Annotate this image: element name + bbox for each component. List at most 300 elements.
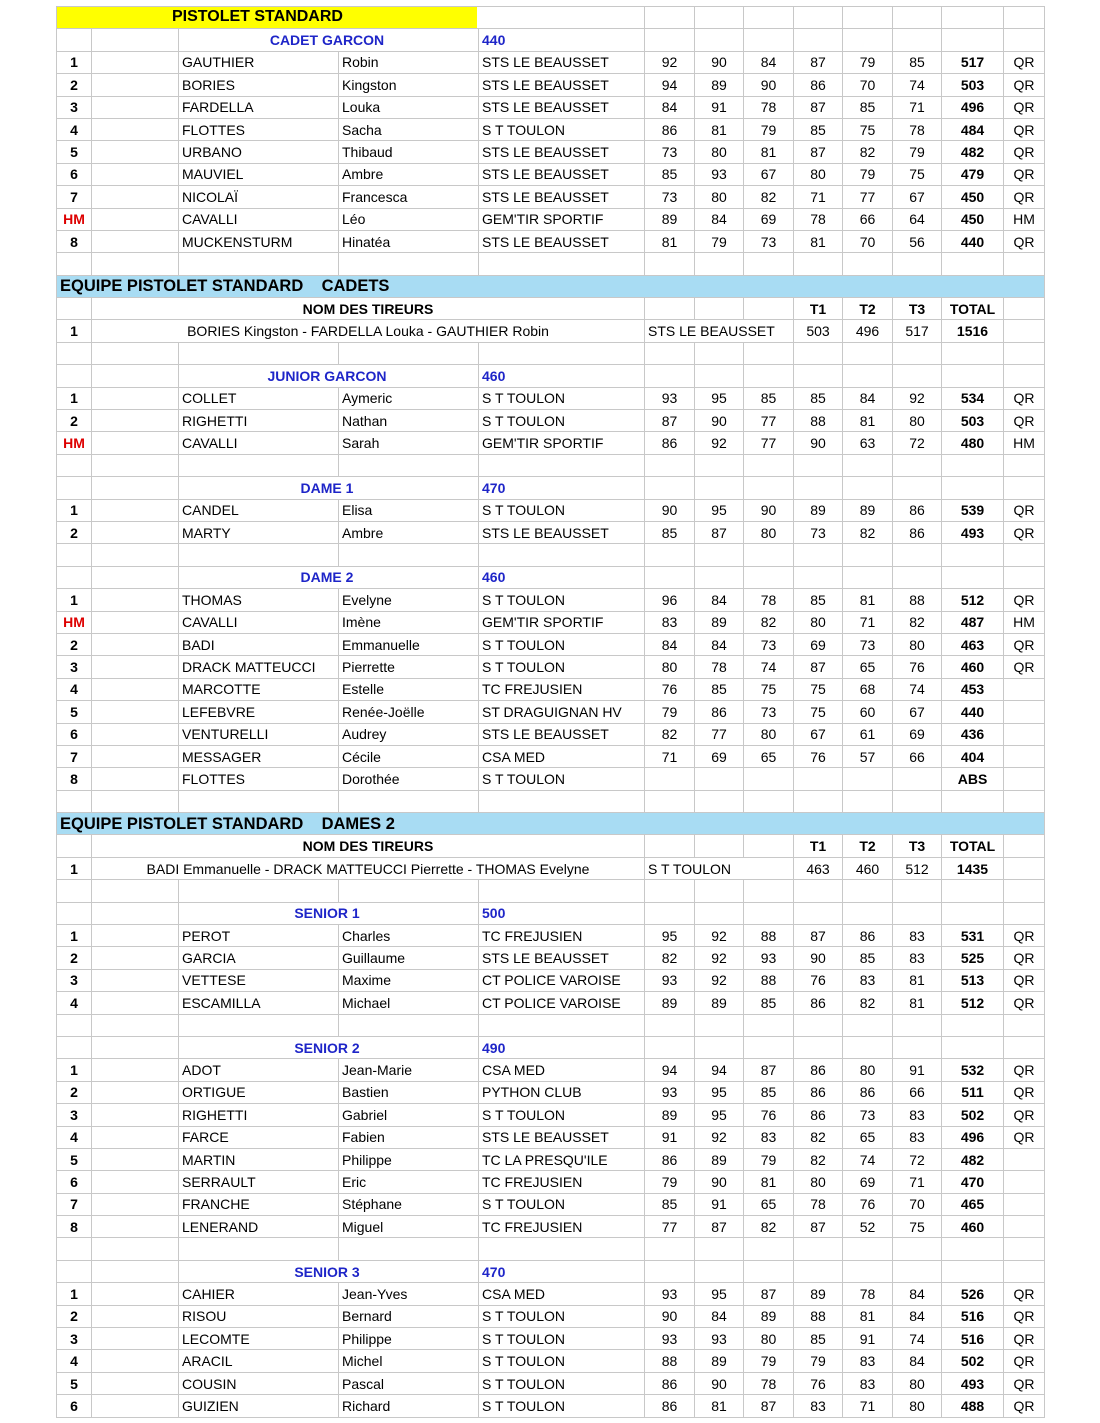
last-name: PEROT xyxy=(179,925,339,947)
first-name: Guillaume xyxy=(339,947,479,969)
series-score: 87 xyxy=(744,1395,794,1417)
shooter-row xyxy=(57,1283,1045,1305)
series-score: 78 xyxy=(744,96,794,118)
team-club: STS LE BEAUSSET xyxy=(645,320,794,342)
last-name: FARDELLA xyxy=(179,96,339,118)
rank: 1 xyxy=(57,589,92,611)
total-header: TOTAL xyxy=(942,835,1004,857)
club: STS LE BEAUSSET xyxy=(479,51,645,73)
rank: 2 xyxy=(57,1305,92,1327)
qualification-status: QR xyxy=(1004,633,1045,655)
total-score: 534 xyxy=(942,387,1004,409)
rank: 3 xyxy=(57,96,92,118)
series-score: 74 xyxy=(893,74,942,96)
first-name: Aymeric xyxy=(339,387,479,409)
rank: 3 xyxy=(57,1328,92,1350)
series-score: 71 xyxy=(893,1171,942,1193)
first-name: Audrey xyxy=(339,723,479,745)
title-row xyxy=(57,7,1045,29)
series-score: 77 xyxy=(744,410,794,432)
series-score: 82 xyxy=(893,611,942,633)
series-score: 67 xyxy=(893,186,942,208)
series-score: 92 xyxy=(893,387,942,409)
series-score: 71 xyxy=(794,186,843,208)
team-members: BADI Emmanuelle - DRACK MATTEUCCI Pierrette - THOMAS Evelyne xyxy=(92,857,645,879)
series-score: 78 xyxy=(893,118,942,140)
club: GEM'TIR SPORTIF xyxy=(479,432,645,454)
qualification-score: 470 xyxy=(479,477,645,499)
total-score: 465 xyxy=(942,1193,1004,1215)
series-score: 83 xyxy=(843,969,893,991)
series-score: 69 xyxy=(893,723,942,745)
club: S T TOULON xyxy=(479,633,645,655)
rank: 3 xyxy=(57,1104,92,1126)
club: S T TOULON xyxy=(479,1328,645,1350)
club: TC FREJUSIEN xyxy=(479,678,645,700)
category-header-row xyxy=(57,29,1045,51)
first-name: Fabien xyxy=(339,1126,479,1148)
t2-header: T2 xyxy=(843,298,893,320)
team-t2: 460 xyxy=(843,857,893,879)
t3-header: T3 xyxy=(893,835,942,857)
shooter-row xyxy=(57,1193,1045,1215)
series-score: 86 xyxy=(645,432,695,454)
series-score: 92 xyxy=(645,51,695,73)
total-score: 502 xyxy=(942,1104,1004,1126)
spacer-row xyxy=(57,1014,1045,1036)
series-score: 82 xyxy=(744,611,794,633)
series-score: 93 xyxy=(645,969,695,991)
rank: 8 xyxy=(57,230,92,252)
total-score: 496 xyxy=(942,96,1004,118)
series-score: 90 xyxy=(794,947,843,969)
first-name: Renée-Joëlle xyxy=(339,701,479,723)
qualification-status: QR xyxy=(1004,1350,1045,1372)
total-score: 517 xyxy=(942,51,1004,73)
club: S T TOULON xyxy=(479,656,645,678)
series-score: 84 xyxy=(645,96,695,118)
spacer-row xyxy=(57,1238,1045,1260)
series-score: 90 xyxy=(744,499,794,521)
series-score: 70 xyxy=(843,74,893,96)
first-name: Philippe xyxy=(339,1328,479,1350)
rank: 3 xyxy=(57,969,92,991)
series-score: 81 xyxy=(695,1395,744,1417)
qualification-score: 460 xyxy=(479,566,645,588)
series-score: 76 xyxy=(794,745,843,767)
qualification-status: QR xyxy=(1004,925,1045,947)
series-score: 85 xyxy=(645,1193,695,1215)
total-score: 484 xyxy=(942,118,1004,140)
qualification-status: QR xyxy=(1004,992,1045,1014)
series-score: 93 xyxy=(645,1328,695,1350)
category-name: DAME 2 xyxy=(179,566,479,588)
spacer-row xyxy=(57,880,1045,902)
series-score: 79 xyxy=(695,230,744,252)
club: S T TOULON xyxy=(479,118,645,140)
shooter-row xyxy=(57,1328,1045,1350)
t2-header: T2 xyxy=(843,835,893,857)
total-score: 503 xyxy=(942,410,1004,432)
series-score: 71 xyxy=(843,1395,893,1417)
rank: 1 xyxy=(57,1283,92,1305)
last-name: MARTY xyxy=(179,521,339,543)
club: PYTHON CLUB xyxy=(479,1081,645,1103)
total-score: 460 xyxy=(942,1216,1004,1238)
series-score: 83 xyxy=(893,1104,942,1126)
series-score: 86 xyxy=(794,992,843,1014)
rank: 8 xyxy=(57,1216,92,1238)
club: STS LE BEAUSSET xyxy=(479,74,645,96)
qualification-status: HM xyxy=(1004,208,1045,230)
series-score: 90 xyxy=(695,410,744,432)
series-score: 91 xyxy=(893,1059,942,1081)
series-score: 76 xyxy=(794,1372,843,1394)
spacer-row xyxy=(57,253,1045,275)
rank: 5 xyxy=(57,1372,92,1394)
club: S T TOULON xyxy=(479,1395,645,1417)
first-name: Evelyne xyxy=(339,589,479,611)
last-name: MARTIN xyxy=(179,1148,339,1170)
series-score: 90 xyxy=(794,432,843,454)
club: TC FREJUSIEN xyxy=(479,925,645,947)
series-score: 81 xyxy=(843,1305,893,1327)
last-name: VENTURELLI xyxy=(179,723,339,745)
first-name: Gabriel xyxy=(339,1104,479,1126)
club: STS LE BEAUSSET xyxy=(479,723,645,745)
club: S T TOULON xyxy=(479,768,645,790)
series-score: 77 xyxy=(645,1216,695,1238)
series-score xyxy=(744,768,794,790)
series-score: 81 xyxy=(893,992,942,1014)
rank: 4 xyxy=(57,678,92,700)
last-name: MARCOTTE xyxy=(179,678,339,700)
series-score: 84 xyxy=(645,633,695,655)
series-score: 67 xyxy=(744,163,794,185)
qualification-status xyxy=(1004,1193,1045,1215)
series-score: 89 xyxy=(695,1350,744,1372)
qualification-status: QR xyxy=(1004,499,1045,521)
total-score: 487 xyxy=(942,611,1004,633)
series-score: 80 xyxy=(744,1328,794,1350)
last-name: GARCIA xyxy=(179,947,339,969)
total-score: 436 xyxy=(942,723,1004,745)
qualification-status: QR xyxy=(1004,1126,1045,1148)
series-score: 90 xyxy=(645,1305,695,1327)
qualification-status: QR xyxy=(1004,1059,1045,1081)
series-score: 87 xyxy=(794,141,843,163)
shooter-row xyxy=(57,1395,1045,1417)
series-score: 87 xyxy=(695,1216,744,1238)
last-name: ADOT xyxy=(179,1059,339,1081)
series-score: 80 xyxy=(744,723,794,745)
shooter-row xyxy=(57,387,1045,409)
shooter-row xyxy=(57,1081,1045,1103)
series-score: 52 xyxy=(843,1216,893,1238)
series-score: 87 xyxy=(794,51,843,73)
shooter-row xyxy=(57,723,1045,745)
series-score: 68 xyxy=(843,678,893,700)
team-title-row xyxy=(57,813,1045,835)
last-name: RISOU xyxy=(179,1305,339,1327)
series-score: 82 xyxy=(843,521,893,543)
team-total: 1516 xyxy=(942,320,1004,342)
series-score: 84 xyxy=(893,1350,942,1372)
series-score: 92 xyxy=(695,969,744,991)
club: STS LE BEAUSSET xyxy=(479,186,645,208)
club: STS LE BEAUSSET xyxy=(479,96,645,118)
series-score: 75 xyxy=(794,678,843,700)
total-score: 532 xyxy=(942,1059,1004,1081)
series-score: 86 xyxy=(645,1395,695,1417)
first-name: Jean-Marie xyxy=(339,1059,479,1081)
series-score: 95 xyxy=(695,1104,744,1126)
series-score: 79 xyxy=(794,1350,843,1372)
total-score: ABS xyxy=(942,768,1004,790)
category-header-row xyxy=(57,477,1045,499)
total-score: 511 xyxy=(942,1081,1004,1103)
series-score: 92 xyxy=(695,1126,744,1148)
last-name: CAVALLI xyxy=(179,208,339,230)
series-score: 73 xyxy=(843,1104,893,1126)
series-score: 90 xyxy=(744,74,794,96)
rank: HM xyxy=(57,432,92,454)
club: S T TOULON xyxy=(479,387,645,409)
first-name: Robin xyxy=(339,51,479,73)
series-score: 81 xyxy=(744,141,794,163)
qualification-status: QR xyxy=(1004,141,1045,163)
series-score: 86 xyxy=(645,1372,695,1394)
series-score: 78 xyxy=(744,1372,794,1394)
series-score: 79 xyxy=(744,1148,794,1170)
first-name: Hinatéa xyxy=(339,230,479,252)
series-score: 80 xyxy=(645,656,695,678)
series-score: 83 xyxy=(893,1126,942,1148)
series-score: 85 xyxy=(794,589,843,611)
qualification-status xyxy=(1004,723,1045,745)
series-score: 84 xyxy=(695,589,744,611)
series-score: 87 xyxy=(794,656,843,678)
series-score: 83 xyxy=(893,925,942,947)
series-score: 90 xyxy=(695,51,744,73)
series-score: 63 xyxy=(843,432,893,454)
series-score: 69 xyxy=(744,208,794,230)
series-score: 65 xyxy=(843,656,893,678)
first-name: Philippe xyxy=(339,1148,479,1170)
series-score: 94 xyxy=(695,1059,744,1081)
club: S T TOULON xyxy=(479,499,645,521)
first-name: Nathan xyxy=(339,410,479,432)
total-score: 460 xyxy=(942,656,1004,678)
team-t3: 517 xyxy=(893,320,942,342)
shooter-row xyxy=(57,74,1045,96)
first-name: Elisa xyxy=(339,499,479,521)
category-header-row xyxy=(57,1036,1045,1058)
shooter-row xyxy=(57,163,1045,185)
category-name: SENIOR 3 xyxy=(179,1260,479,1282)
series-score: 85 xyxy=(744,1081,794,1103)
last-name: NICOLAÏ xyxy=(179,186,339,208)
last-name: MUCKENSTURM xyxy=(179,230,339,252)
series-score: 77 xyxy=(843,186,893,208)
series-score: 66 xyxy=(893,1081,942,1103)
last-name: ORTIGUE xyxy=(179,1081,339,1103)
team-row xyxy=(57,320,1045,342)
shooter-row xyxy=(57,410,1045,432)
series-score: 93 xyxy=(744,947,794,969)
club: STS LE BEAUSSET xyxy=(479,141,645,163)
series-score: 90 xyxy=(695,1372,744,1394)
last-name: SERRAULT xyxy=(179,1171,339,1193)
total-score: 525 xyxy=(942,947,1004,969)
series-score: 79 xyxy=(843,163,893,185)
series-score: 73 xyxy=(794,521,843,543)
first-name: Sarah xyxy=(339,432,479,454)
rank: 7 xyxy=(57,1193,92,1215)
series-score: 85 xyxy=(794,1328,843,1350)
rank: 4 xyxy=(57,992,92,1014)
shooter-row xyxy=(57,992,1045,1014)
series-score: 87 xyxy=(744,1283,794,1305)
series-score: 76 xyxy=(744,1104,794,1126)
series-score: 91 xyxy=(645,1126,695,1148)
team-club: S T TOULON xyxy=(645,857,794,879)
series-score: 91 xyxy=(695,96,744,118)
series-score: 85 xyxy=(645,521,695,543)
total-score: 493 xyxy=(942,521,1004,543)
total-score: 496 xyxy=(942,1126,1004,1148)
series-score: 78 xyxy=(695,656,744,678)
series-score: 82 xyxy=(645,723,695,745)
team-t1: 503 xyxy=(794,320,843,342)
last-name: RIGHETTI xyxy=(179,410,339,432)
series-score: 82 xyxy=(645,947,695,969)
series-score: 71 xyxy=(645,745,695,767)
spacer-row xyxy=(57,342,1045,364)
series-score: 82 xyxy=(794,1126,843,1148)
series-score: 92 xyxy=(695,432,744,454)
first-name: Dorothée xyxy=(339,768,479,790)
series-score: 80 xyxy=(893,410,942,432)
first-name: Jean-Yves xyxy=(339,1283,479,1305)
last-name: CANDEL xyxy=(179,499,339,521)
series-score: 84 xyxy=(893,1283,942,1305)
shooter-row xyxy=(57,589,1045,611)
series-score xyxy=(893,768,942,790)
series-score: 77 xyxy=(744,432,794,454)
club: S T TOULON xyxy=(479,1104,645,1126)
series-score: 86 xyxy=(893,521,942,543)
series-score: 75 xyxy=(843,118,893,140)
series-score: 80 xyxy=(794,611,843,633)
first-name: Sacha xyxy=(339,118,479,140)
total-score: 482 xyxy=(942,141,1004,163)
series-score: 83 xyxy=(893,947,942,969)
series-score: 80 xyxy=(794,1171,843,1193)
club: TC FREJUSIEN xyxy=(479,1216,645,1238)
qualification-status: QR xyxy=(1004,1283,1045,1305)
series-score: 86 xyxy=(695,701,744,723)
series-score: 72 xyxy=(893,1148,942,1170)
first-name: Maxime xyxy=(339,969,479,991)
qualification-status: QR xyxy=(1004,521,1045,543)
shooter-row xyxy=(57,51,1045,73)
last-name: ARACIL xyxy=(179,1350,339,1372)
first-name: Pascal xyxy=(339,1372,479,1394)
series-score: 94 xyxy=(645,1059,695,1081)
rank: 3 xyxy=(57,656,92,678)
series-score xyxy=(794,768,843,790)
shooter-row xyxy=(57,1059,1045,1081)
last-name: LEFEBVRE xyxy=(179,701,339,723)
series-score: 65 xyxy=(744,1193,794,1215)
first-name: Kingston xyxy=(339,74,479,96)
series-score: 82 xyxy=(843,141,893,163)
total-score: 479 xyxy=(942,163,1004,185)
club: S T TOULON xyxy=(479,1372,645,1394)
last-name: FLOTTES xyxy=(179,118,339,140)
series-score: 80 xyxy=(893,1395,942,1417)
category-name: SENIOR 2 xyxy=(179,1036,479,1058)
team-header-row xyxy=(57,298,1045,320)
series-score: 81 xyxy=(695,118,744,140)
rank: 4 xyxy=(57,1126,92,1148)
series-score: 95 xyxy=(695,387,744,409)
series-score: 61 xyxy=(843,723,893,745)
total-score: 502 xyxy=(942,1350,1004,1372)
rank: 8 xyxy=(57,768,92,790)
club: STS LE BEAUSSET xyxy=(479,1126,645,1148)
series-score: 87 xyxy=(794,925,843,947)
total-score: 512 xyxy=(942,992,1004,1014)
team-title-row xyxy=(57,275,1045,297)
series-score: 80 xyxy=(695,141,744,163)
series-score: 93 xyxy=(695,1328,744,1350)
qualification-status: QR xyxy=(1004,96,1045,118)
rank: 7 xyxy=(57,745,92,767)
series-score: 89 xyxy=(695,74,744,96)
first-name: Charles xyxy=(339,925,479,947)
first-name: Stéphane xyxy=(339,1193,479,1215)
series-score: 84 xyxy=(893,1305,942,1327)
last-name: VETTESE xyxy=(179,969,339,991)
first-name: Ambre xyxy=(339,521,479,543)
series-score: 87 xyxy=(744,1059,794,1081)
team-title: EQUIPE PISTOLET STANDARD DAMES 2 xyxy=(57,813,1045,835)
series-score: 69 xyxy=(695,745,744,767)
series-score: 88 xyxy=(744,925,794,947)
series-score: 93 xyxy=(645,387,695,409)
last-name: LECOMTE xyxy=(179,1328,339,1350)
series-score: 81 xyxy=(645,230,695,252)
series-score: 87 xyxy=(794,1216,843,1238)
club: GEM'TIR SPORTIF xyxy=(479,611,645,633)
series-score: 80 xyxy=(695,186,744,208)
series-score: 89 xyxy=(794,499,843,521)
series-score: 93 xyxy=(695,163,744,185)
series-score: 73 xyxy=(843,633,893,655)
shooter-row xyxy=(57,611,1045,633)
qualification-status xyxy=(1004,1216,1045,1238)
category-name: JUNIOR GARCON xyxy=(179,365,479,387)
category-header-row xyxy=(57,566,1045,588)
category-header-row xyxy=(57,1260,1045,1282)
results-table xyxy=(56,6,1045,1418)
team-header-row xyxy=(57,835,1045,857)
series-score: 76 xyxy=(794,969,843,991)
series-score: 78 xyxy=(744,589,794,611)
rank: 4 xyxy=(57,1350,92,1372)
